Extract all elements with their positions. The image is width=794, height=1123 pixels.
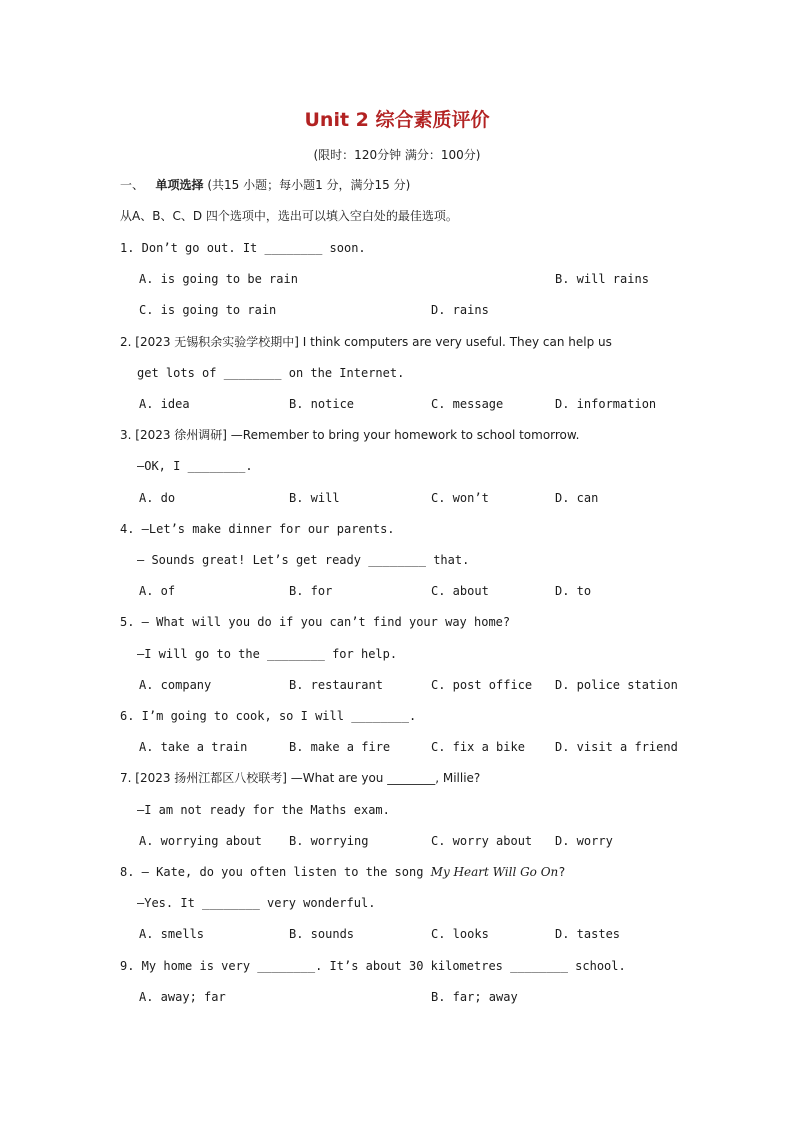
question-7-option-d: D. worry <box>555 834 613 848</box>
question-7-option-a: A. worrying about <box>139 834 262 848</box>
question-8-option-b: B. sounds <box>289 927 355 941</box>
page-subtitle: (限时：120分钟 满分：100分) <box>313 148 481 162</box>
question-6-option-a: A. take a train <box>139 740 248 754</box>
section-header <box>120 177 410 193</box>
question-8-song-title: My Heart Will Go On <box>430 865 559 879</box>
question-5-option-d: D. police station <box>555 678 678 692</box>
question-7-option-b: B. worrying <box>289 834 369 848</box>
question-2-option-a: A. idea <box>139 397 190 411</box>
question-9-option-a: A. away; far <box>139 990 226 1004</box>
question-8-stem-cont: —Yes. It ________ very wonderful. <box>137 896 376 910</box>
question-5-option-c: C. post office <box>431 678 533 692</box>
question-2-stem-cont: get lots of ________ on the Internet. <box>137 366 405 380</box>
question-6-option-c: C. fix a bike <box>431 740 525 754</box>
question-9-option-b: B. far; away <box>431 990 518 1004</box>
question-4-option-d: D. to <box>555 584 592 598</box>
question-3-option-b: B. will <box>289 491 340 505</box>
question-1-stem: 1. Don’t go out. It ________ soon. <box>120 241 366 255</box>
question-2-option-b: B. notice <box>289 397 355 411</box>
question-1-option-b: B. will rains <box>555 272 649 286</box>
question-4-stem-cont: — Sounds great! Let’s get ready ________ that. <box>137 553 470 567</box>
question-8-stem <box>120 864 566 880</box>
question-4-option-a: A. of <box>139 584 176 598</box>
question-6-option-d: D. visit a friend <box>555 740 678 754</box>
question-4-option-c: C. about <box>431 584 489 598</box>
section-instruction: 从A、B、C、D 四个选项中，选出可以填入空白处的最佳选项。 <box>120 209 458 223</box>
question-2-option-d: D. information <box>555 397 657 411</box>
page-title: Unit 2 综合素质评价 <box>304 109 490 131</box>
question-3-option-a: A. do <box>139 491 176 505</box>
question-8-option-c: C. looks <box>431 927 489 941</box>
section-heading: 单项选择 <box>155 178 204 192</box>
question-7-stem-cont: —I am not ready for the Maths exam. <box>137 803 390 817</box>
question-1-option-c: C. is going to rain <box>139 303 277 317</box>
question-6-stem: 6. I’m going to cook, so I will ________. <box>120 709 417 723</box>
question-3-stem-cont: —OK, I ________. <box>137 459 253 473</box>
question-6-option-b: B. make a fire <box>289 740 391 754</box>
question-5-stem: 5. — What will you do if you can’t find your way home? <box>120 615 511 629</box>
question-8-stem-end: ? <box>558 865 566 879</box>
question-1-option-d: D. rains <box>431 303 489 317</box>
question-5-option-b: B. restaurant <box>289 678 383 692</box>
question-3-stem: 3. [2023 徐州调研] —Remember to bring your homework to school tomorrow. <box>120 428 580 442</box>
question-8-option-d: D. tastes <box>555 927 621 941</box>
question-3-option-c: C. won’t <box>431 491 489 505</box>
question-2-stem: 2. [2023 无锡积余实验学校期中] I think computers are very useful. They can help us <box>120 335 612 349</box>
question-8-stem-text: 8. — Kate, do you often listen to the song <box>120 865 431 879</box>
question-5-stem-cont: —I will go to the ________ for help. <box>137 647 398 661</box>
section-number: 一、 <box>120 178 145 192</box>
question-5-option-a: A. company <box>139 678 212 692</box>
section-info: (共15 小题；每小题1 分，满分15 分) <box>207 178 411 192</box>
question-7-option-c: C. worry about <box>431 834 533 848</box>
question-1-option-a: A. is going to be rain <box>139 272 298 286</box>
question-2-option-c: C. message <box>431 397 504 411</box>
question-7-stem: 7. [2023 扬州江都区八校联考] —What are you ________, Millie? <box>120 771 481 785</box>
question-8-option-a: A. smells <box>139 927 205 941</box>
question-4-stem: 4. —Let’s make dinner for our parents. <box>120 522 395 536</box>
question-4-option-b: B. for <box>289 584 333 598</box>
question-9-stem: 9. My home is very ________. It’s about 30 kilometres ________ school. <box>120 959 626 973</box>
question-3-option-d: D. can <box>555 491 599 505</box>
